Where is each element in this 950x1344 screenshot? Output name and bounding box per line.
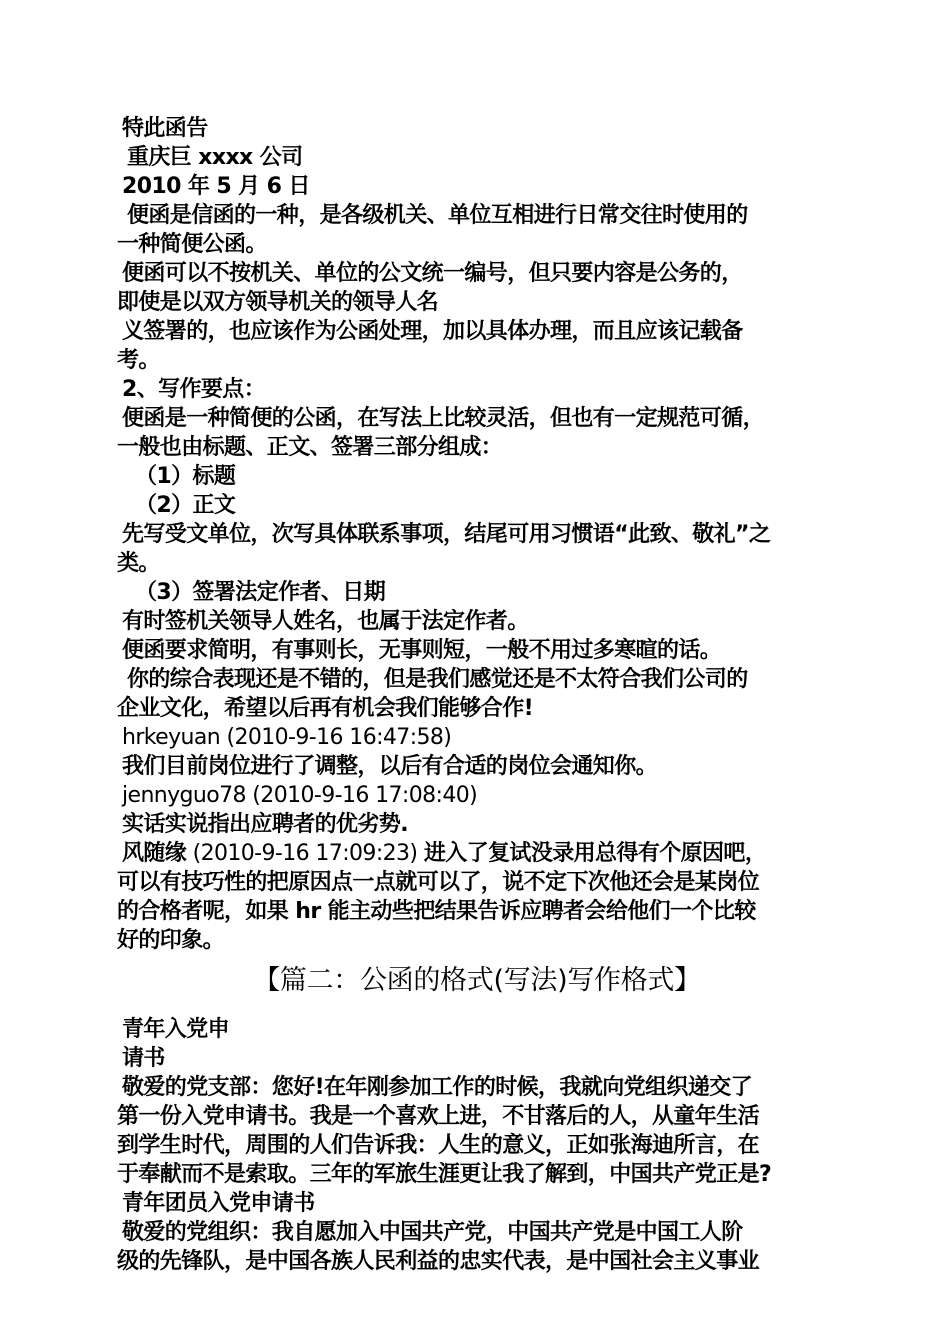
comment-timestamp: (2010-9-16 17:09:23)	[186, 841, 424, 866]
comment-author: jennyguo78 (2010-9-16 17:08:40)	[122, 783, 478, 808]
paragraph-line: 敬爱的党支部：您好!在年刚参加工作的时候，我就向党组织递交了	[122, 1075, 753, 1100]
paragraph-line: 一种简便公函。	[117, 232, 267, 257]
comment-line	[117, 839, 837, 868]
paragraph-line: 敬爱的党组织：我自愿加入中国共产党，中国共产党是中国工人阶	[122, 1220, 743, 1245]
spacer	[117, 1007, 837, 1015]
paragraph-line: 一般也由标题、正文、签署三部分组成：	[117, 435, 503, 460]
paragraph-line: 便函是信函的一种，是各级机关、单位互相进行日常交往时使用的	[127, 203, 748, 228]
section-title: 【篇二：公函的格式(写法)写作格式】	[253, 965, 701, 996]
paragraph-line: 便函是一种简便的公函，在写法上比较灵活，但也有一定规范可循，	[122, 406, 765, 431]
sender-company: 重庆巨 xxxx 公司	[127, 145, 303, 170]
paragraph-line: 可以有技巧性的把原因点一点就可以了，说不定下次他还会是某岗位	[117, 870, 760, 895]
document-body	[117, 114, 837, 1276]
paragraph-line: 义签署的，也应该作为公函处理，加以具体办理，而且应该记载备	[122, 319, 743, 344]
paragraph-line: 到学生时代，周围的人们告诉我：人生的意义，正如张海迪所言，在	[117, 1133, 760, 1158]
comment-text: 实话实说指出应聘者的优劣势.	[122, 812, 408, 837]
letter-date: 2010 年 5 月 6 日	[122, 174, 310, 199]
paragraph-line: 的合格者呢，如果 hr 能主动些把结果告诉应聘者会给他们一个比较	[117, 899, 756, 924]
paragraph-line: 级的先锋队，是中国各族人民利益的忠实代表，是中国社会主义事业	[117, 1249, 760, 1274]
paragraph-line: 便函要求简明，有事则长，无事则短，一般不用过多寒暄的话。	[122, 638, 722, 663]
paragraph-line: 青年团员入党申请书	[122, 1191, 315, 1216]
paragraph-line: 企业文化，希望以后再有机会我们能够合作!	[117, 696, 534, 721]
paragraph-line: 类。	[117, 551, 160, 576]
paragraph-line: 先写受文单位，次写具体联系事项，结尾可用习惯语“此致、敬礼”之	[122, 522, 771, 547]
paragraph-line: 你的综合表现还是不错的，但是我们感觉还是不太符合我们公司的	[127, 667, 748, 692]
paragraph-line: 考。	[117, 348, 160, 373]
comment-text: 进入了复试没录用总得有个原因吧，	[423, 841, 767, 866]
list-item: （2）正文	[135, 493, 236, 518]
section-heading: 2、写作要点：	[122, 377, 266, 402]
closing-line: 特此函告	[122, 116, 208, 141]
paragraph-line: 第一份入党申请书。我是一个喜欢上进，不甘落后的人，从童年生活	[117, 1104, 760, 1129]
comment-author-name: 风随缘	[122, 841, 187, 866]
comment-author: hrkeyuan (2010-9-16 16:47:58)	[122, 725, 452, 750]
paragraph-line: 好的印象。	[117, 928, 225, 953]
paragraph-line: 便函可以不按机关、单位的公文统一编号，但只要内容是公务的，	[122, 261, 743, 286]
paragraph-line: 有时签机关领导人姓名，也属于法定作者。	[122, 609, 529, 634]
list-item: （1）标题	[135, 464, 236, 489]
list-item: （3）签署法定作者、日期	[135, 580, 386, 605]
paragraph-line: 请书	[122, 1046, 165, 1071]
paragraph-line: 青年入党申	[122, 1017, 230, 1042]
paragraph-line: 于奉献而不是索取。三年的军旅生涯更让我了解到，中国共产党正是?	[117, 1162, 772, 1187]
comment-text: 我们目前岗位进行了调整，以后有合适的岗位会通知你。	[122, 754, 658, 779]
paragraph-line: 即使是以双方领导机关的领导人名	[117, 290, 439, 315]
